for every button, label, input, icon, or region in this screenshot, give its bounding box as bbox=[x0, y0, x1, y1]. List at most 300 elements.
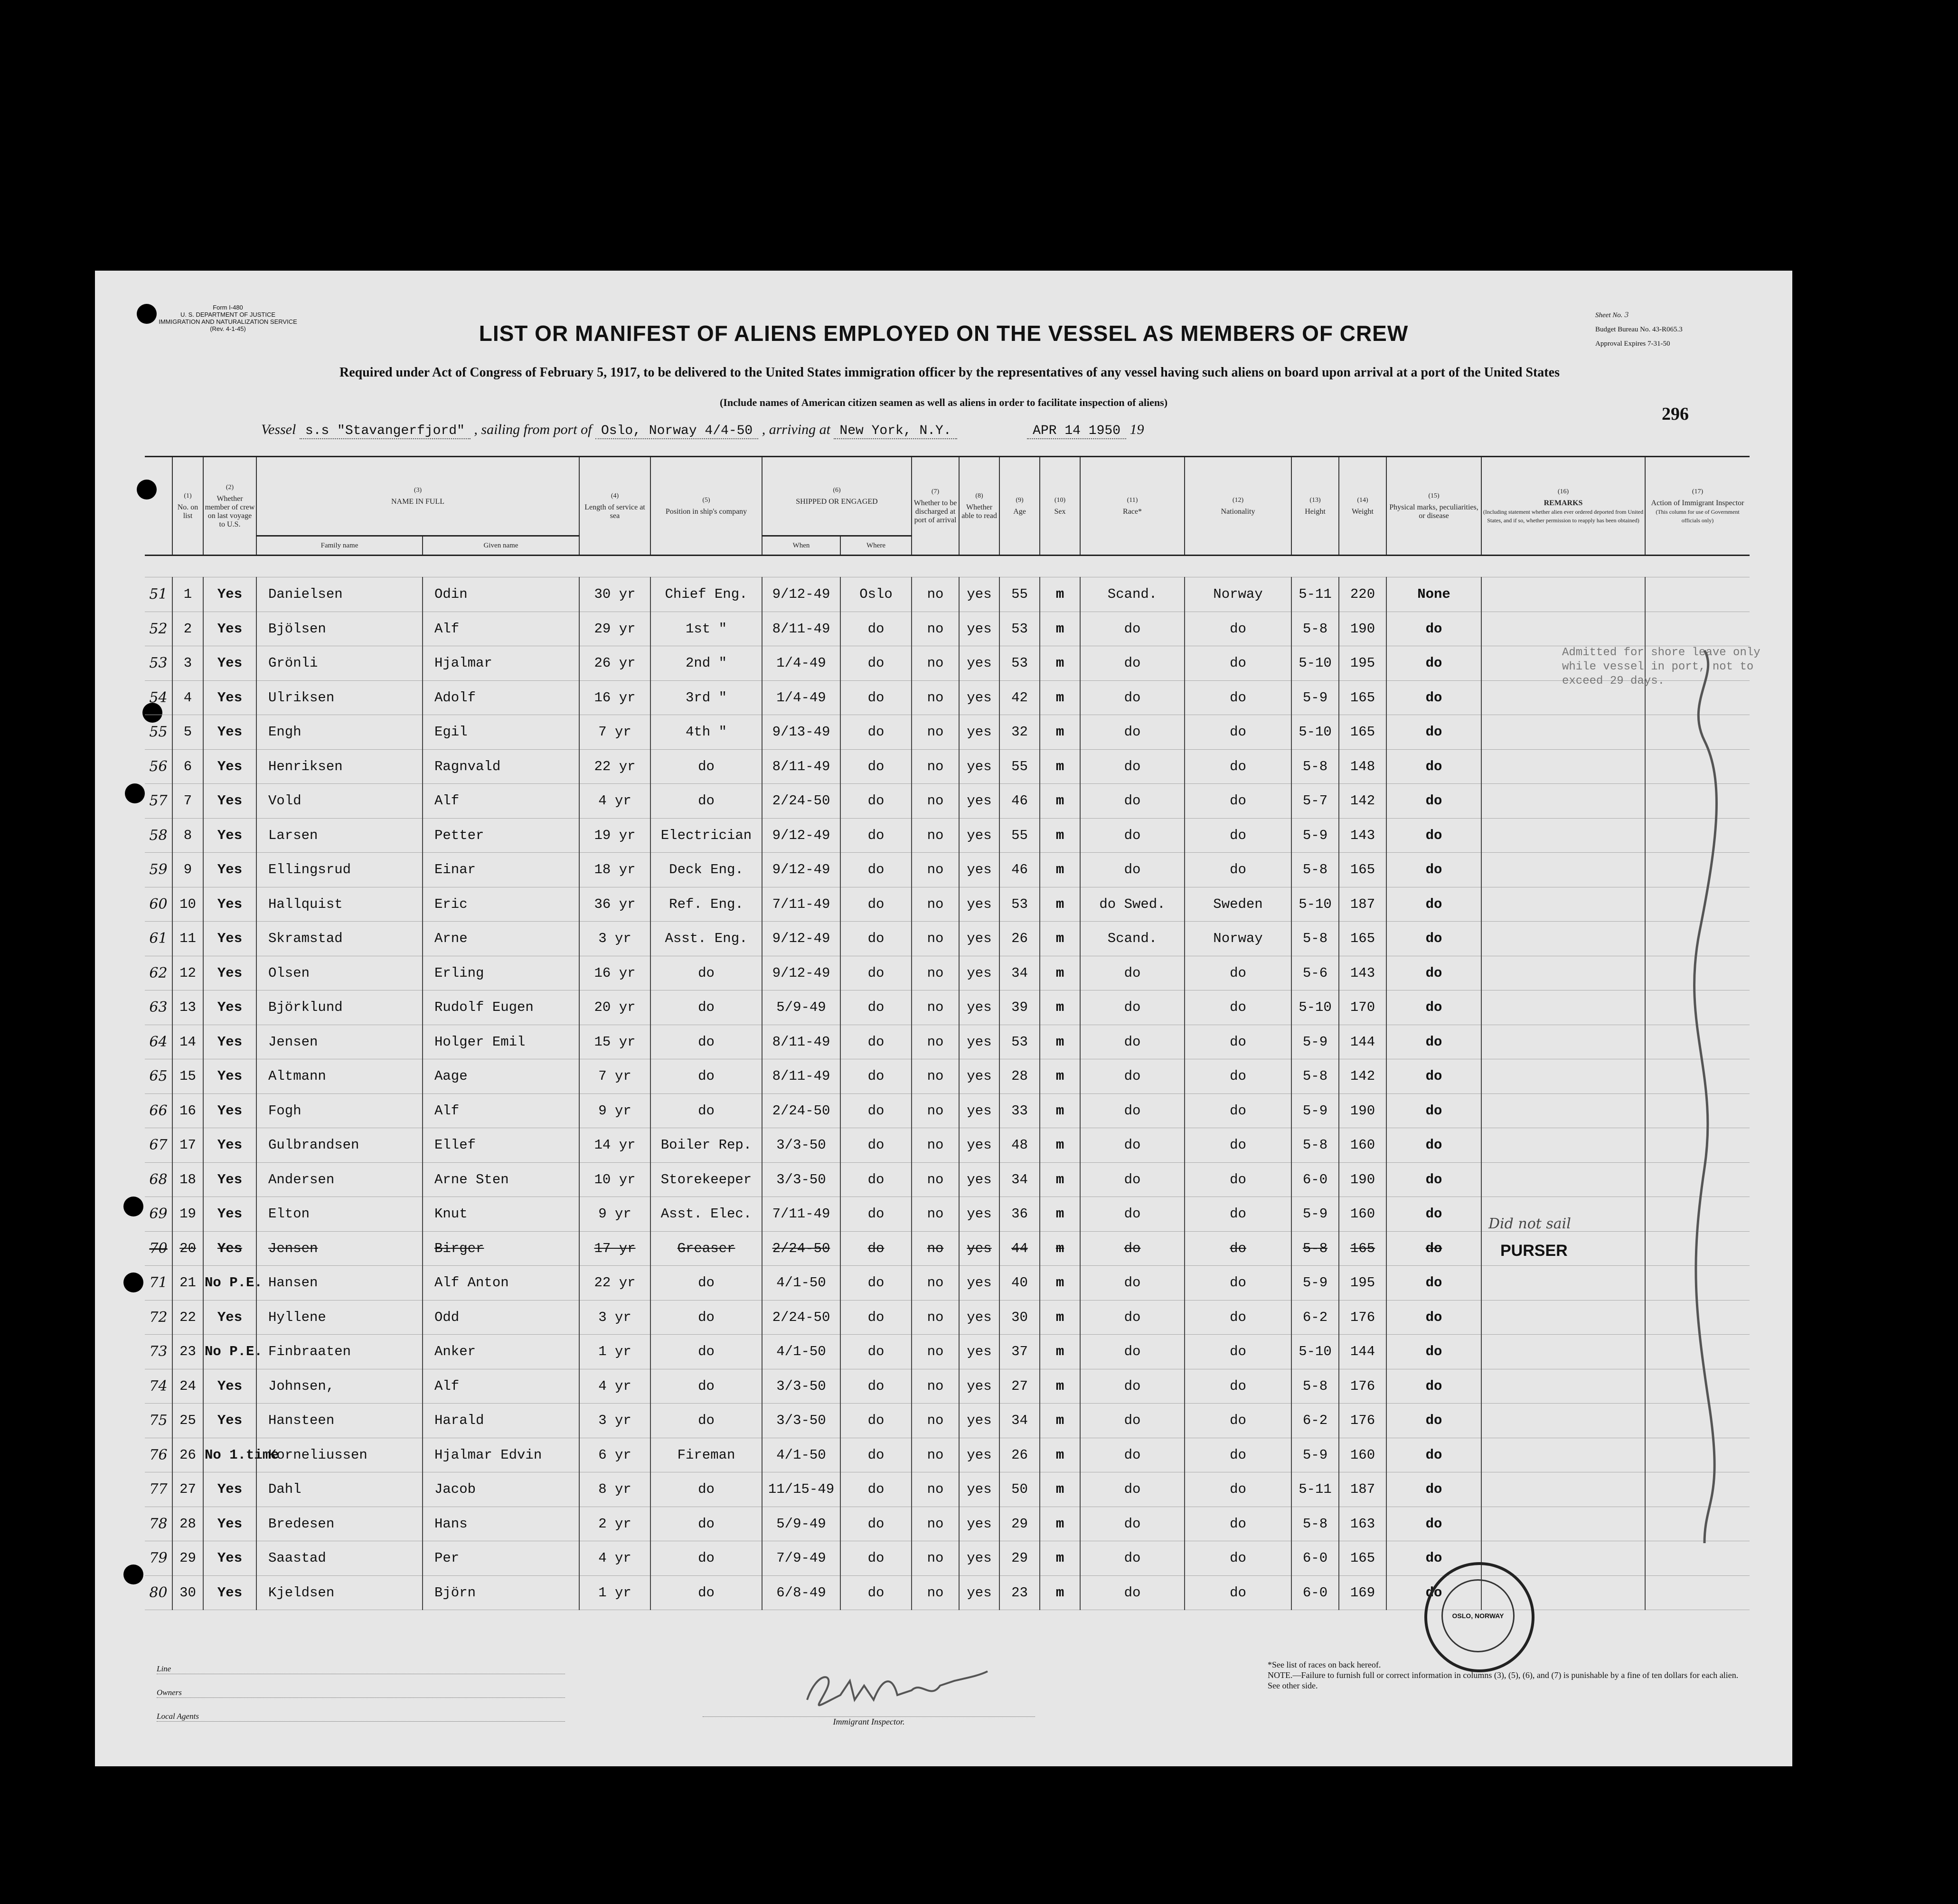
row-race: do bbox=[1080, 1231, 1185, 1266]
row-line-number: 69 bbox=[145, 1197, 172, 1232]
row-height: 5-8 bbox=[1291, 1231, 1339, 1266]
row-shipped-when: 9/12-49 bbox=[762, 922, 840, 956]
row-physical-marks: do bbox=[1386, 956, 1481, 990]
table-row bbox=[145, 922, 1750, 956]
row-line-number: 76 bbox=[145, 1438, 172, 1472]
row-nationality: do bbox=[1185, 1300, 1291, 1335]
row-crew-member: Yes bbox=[203, 784, 256, 819]
row-age: 37 bbox=[999, 1335, 1040, 1369]
row-position: Asst. Elec. bbox=[650, 1197, 762, 1232]
row-age: 36 bbox=[999, 1197, 1040, 1232]
row-physical-marks: None bbox=[1386, 577, 1481, 612]
row-weight: 187 bbox=[1339, 887, 1386, 922]
row-shipped-when: 7/9-49 bbox=[762, 1541, 840, 1576]
table-row bbox=[145, 1162, 1750, 1197]
row-discharged: no bbox=[912, 1575, 959, 1610]
row-crew-member: Yes bbox=[203, 818, 256, 853]
row-weight: 190 bbox=[1339, 1162, 1386, 1197]
row-family-name: Hansteen bbox=[256, 1404, 423, 1438]
row-shipped-where: do bbox=[840, 922, 912, 956]
row-line-number: 64 bbox=[145, 1025, 172, 1059]
row-age: 55 bbox=[999, 818, 1040, 853]
row-age: 50 bbox=[999, 1472, 1040, 1507]
row-physical-marks: do bbox=[1386, 818, 1481, 853]
row-shipped-where: do bbox=[840, 853, 912, 887]
row-family-name: Jensen bbox=[256, 1025, 423, 1059]
header-race: (11) Race* bbox=[1080, 457, 1185, 556]
row-family-name: Andersen bbox=[256, 1162, 423, 1197]
row-length-of-service: 8 yr bbox=[579, 1472, 650, 1507]
row-position: 1st " bbox=[650, 612, 762, 646]
row-height: 5-8 bbox=[1291, 853, 1339, 887]
row-crew-member: Yes bbox=[203, 1472, 256, 1507]
row-weight: 165 bbox=[1339, 922, 1386, 956]
row-family-name: Jensen bbox=[256, 1231, 423, 1266]
row-race: do bbox=[1080, 1162, 1185, 1197]
row-shipped-when: 5/9-49 bbox=[762, 990, 840, 1025]
arriving-label: , arriving at bbox=[762, 422, 830, 437]
row-list-number: 11 bbox=[172, 922, 203, 956]
row-able-to-read: yes bbox=[959, 990, 999, 1025]
row-age: 53 bbox=[999, 612, 1040, 646]
row-able-to-read: yes bbox=[959, 1197, 999, 1232]
row-nationality: do bbox=[1185, 646, 1291, 681]
header-height: (13) Height bbox=[1291, 457, 1339, 556]
row-able-to-read: yes bbox=[959, 1541, 999, 1576]
row-shipped-when: 4/1-50 bbox=[762, 1438, 840, 1472]
row-nationality: do bbox=[1185, 1369, 1291, 1404]
row-physical-marks: do bbox=[1386, 1575, 1481, 1610]
punch-hole bbox=[123, 1272, 143, 1292]
row-physical-marks: do bbox=[1386, 1404, 1481, 1438]
row-length-of-service: 4 yr bbox=[579, 784, 650, 819]
row-list-number: 16 bbox=[172, 1093, 203, 1128]
row-height: 5-8 bbox=[1291, 1059, 1339, 1094]
row-family-name: Engh bbox=[256, 715, 423, 750]
row-length-of-service: 3 yr bbox=[579, 1300, 650, 1335]
row-race: Scand. bbox=[1080, 577, 1185, 612]
row-crew-member: Yes bbox=[203, 646, 256, 681]
row-physical-marks: do bbox=[1386, 853, 1481, 887]
row-given-name: Harald bbox=[423, 1404, 579, 1438]
row-discharged: no bbox=[912, 1541, 959, 1576]
row-line-number: 60 bbox=[145, 887, 172, 922]
row-sex: m bbox=[1040, 887, 1080, 922]
row-list-number: 21 bbox=[172, 1266, 203, 1301]
row-line-number: 61 bbox=[145, 922, 172, 956]
row-remarks bbox=[1481, 612, 1645, 646]
form-department: U. S. DEPARTMENT OF JUSTICE bbox=[180, 311, 276, 318]
row-family-name: Larsen bbox=[256, 818, 423, 853]
row-position: do bbox=[650, 749, 762, 784]
row-discharged: no bbox=[912, 887, 959, 922]
row-race: do bbox=[1080, 818, 1185, 853]
page-title: LIST OR MANIFEST OF ALIENS EMPLOYED ON THE VESSEL AS MEMBERS OF CREW bbox=[479, 321, 1409, 346]
row-list-number: 27 bbox=[172, 1472, 203, 1507]
row-able-to-read: yes bbox=[959, 1059, 999, 1094]
row-family-name: Fogh bbox=[256, 1093, 423, 1128]
table-row bbox=[145, 1059, 1750, 1094]
row-age: 29 bbox=[999, 1507, 1040, 1541]
row-list-number: 10 bbox=[172, 887, 203, 922]
row-shipped-where: do bbox=[840, 1575, 912, 1610]
row-shipped-where: do bbox=[840, 1472, 912, 1507]
row-crew-member: Yes bbox=[203, 956, 256, 990]
row-shipped-when: 2/24-50 bbox=[762, 1093, 840, 1128]
row-height: 5-8 bbox=[1291, 922, 1339, 956]
row-sex: m bbox=[1040, 1128, 1080, 1163]
departure-port: Oslo, Norway 4/4-50 bbox=[595, 424, 758, 439]
row-position: do bbox=[650, 1472, 762, 1507]
row-sex: m bbox=[1040, 956, 1080, 990]
row-shipped-when: 1/4-49 bbox=[762, 646, 840, 681]
row-discharged: no bbox=[912, 1162, 959, 1197]
row-height: 5-8 bbox=[1291, 1369, 1339, 1404]
row-weight: 176 bbox=[1339, 1404, 1386, 1438]
table-row bbox=[145, 646, 1750, 681]
row-line-number: 71 bbox=[145, 1266, 172, 1301]
header-length-of-service: (4) Length of service at sea bbox=[579, 457, 650, 556]
row-position: do bbox=[650, 1575, 762, 1610]
row-able-to-read: yes bbox=[959, 887, 999, 922]
row-age: 32 bbox=[999, 715, 1040, 750]
row-given-name: Per bbox=[423, 1541, 579, 1576]
footnote-races: *See list of races on back hereof. bbox=[1268, 1660, 1381, 1669]
row-shipped-when: 6/8-49 bbox=[762, 1575, 840, 1610]
row-able-to-read: yes bbox=[959, 715, 999, 750]
row-nationality: do bbox=[1185, 1404, 1291, 1438]
row-physical-marks: do bbox=[1386, 1472, 1481, 1507]
sheet-info bbox=[1595, 308, 1738, 351]
row-sex: m bbox=[1040, 1093, 1080, 1128]
row-family-name: Korneliussen bbox=[256, 1438, 423, 1472]
row-able-to-read: yes bbox=[959, 1575, 999, 1610]
row-shipped-when: 8/11-49 bbox=[762, 749, 840, 784]
row-given-name: Anker bbox=[423, 1335, 579, 1369]
row-length-of-service: 19 yr bbox=[579, 818, 650, 853]
row-given-name: Jacob bbox=[423, 1472, 579, 1507]
row-list-number: 14 bbox=[172, 1025, 203, 1059]
row-weight: 144 bbox=[1339, 1025, 1386, 1059]
row-length-of-service: 9 yr bbox=[579, 1197, 650, 1232]
row-age: 34 bbox=[999, 1162, 1040, 1197]
row-nationality: do bbox=[1185, 715, 1291, 750]
row-position: do bbox=[650, 1093, 762, 1128]
crew-manifest-table bbox=[145, 456, 1750, 1610]
table-row bbox=[145, 1266, 1750, 1301]
punch-hole bbox=[123, 1565, 143, 1584]
row-family-name: Kjeldsen bbox=[256, 1575, 423, 1610]
row-line-number: 54 bbox=[145, 680, 172, 715]
row-age: 23 bbox=[999, 1575, 1040, 1610]
header-weight: (14) Weight bbox=[1339, 457, 1386, 556]
row-line-number: 66 bbox=[145, 1093, 172, 1128]
row-discharged: no bbox=[912, 646, 959, 681]
table-row bbox=[145, 784, 1750, 819]
row-age: 42 bbox=[999, 680, 1040, 715]
row-sex: m bbox=[1040, 1404, 1080, 1438]
row-position: Boiler Rep. bbox=[650, 1128, 762, 1163]
row-discharged: no bbox=[912, 680, 959, 715]
row-remarks bbox=[1481, 1300, 1645, 1335]
row-family-name: Johnsen, bbox=[256, 1369, 423, 1404]
row-able-to-read: yes bbox=[959, 1093, 999, 1128]
row-position: do bbox=[650, 1025, 762, 1059]
row-crew-member: Yes bbox=[203, 680, 256, 715]
row-height: 5-8 bbox=[1291, 749, 1339, 784]
row-sex: m bbox=[1040, 1472, 1080, 1507]
row-remarks bbox=[1481, 749, 1645, 784]
row-sex: m bbox=[1040, 818, 1080, 853]
row-race: do bbox=[1080, 680, 1185, 715]
row-line-number: 59 bbox=[145, 853, 172, 887]
table-row bbox=[145, 1472, 1750, 1507]
row-age: 28 bbox=[999, 1059, 1040, 1094]
table-row bbox=[145, 990, 1750, 1025]
row-length-of-service: 6 yr bbox=[579, 1438, 650, 1472]
remark-shore-leave: Admitted for shore leave only while vessel in port, not to exceed 29 days. bbox=[1562, 646, 1760, 688]
row-height: 5-8 bbox=[1291, 1507, 1339, 1541]
row-list-number: 26 bbox=[172, 1438, 203, 1472]
row-weight: 148 bbox=[1339, 749, 1386, 784]
row-length-of-service: 30 yr bbox=[579, 577, 650, 612]
row-position: Deck Eng. bbox=[650, 853, 762, 887]
row-nationality: do bbox=[1185, 1472, 1291, 1507]
row-able-to-read: yes bbox=[959, 1128, 999, 1163]
row-remarks bbox=[1481, 577, 1645, 612]
row-given-name: Rudolf Eugen bbox=[423, 990, 579, 1025]
row-height: 6-0 bbox=[1291, 1575, 1339, 1610]
row-height: 5-7 bbox=[1291, 784, 1339, 819]
row-length-of-service: 3 yr bbox=[579, 922, 650, 956]
row-position: Fireman bbox=[650, 1438, 762, 1472]
row-able-to-read: yes bbox=[959, 577, 999, 612]
row-crew-member: Yes bbox=[203, 1128, 256, 1163]
row-weight: 176 bbox=[1339, 1369, 1386, 1404]
row-family-name: Saastad bbox=[256, 1541, 423, 1576]
footer-owners-label: Owners bbox=[157, 1688, 565, 1698]
row-sex: m bbox=[1040, 784, 1080, 819]
vessel-line bbox=[261, 422, 1733, 438]
row-shipped-where: do bbox=[840, 1369, 912, 1404]
purser-stamp: PURSER bbox=[1500, 1242, 1568, 1260]
row-sex: m bbox=[1040, 749, 1080, 784]
row-race: do bbox=[1080, 1335, 1185, 1369]
row-discharged: no bbox=[912, 1128, 959, 1163]
header-inspector-action: (17) Action of Immigrant Inspector (This column for use of Government officials only) bbox=[1645, 457, 1750, 556]
arrival-port: New York, N.Y. bbox=[834, 424, 957, 439]
row-remarks bbox=[1481, 1335, 1645, 1369]
table-row bbox=[145, 1300, 1750, 1335]
row-family-name: Bjölsen bbox=[256, 612, 423, 646]
row-shipped-where: do bbox=[840, 1300, 912, 1335]
form-number: Form I-480 bbox=[213, 304, 243, 311]
row-family-name: Hallquist bbox=[256, 887, 423, 922]
row-remarks bbox=[1481, 887, 1645, 922]
row-remarks bbox=[1481, 1025, 1645, 1059]
inspector-label: Immigrant Inspector. bbox=[703, 1716, 1035, 1727]
row-remarks bbox=[1481, 1059, 1645, 1094]
row-discharged: no bbox=[912, 1300, 959, 1335]
row-weight: 165 bbox=[1339, 853, 1386, 887]
row-shipped-where: do bbox=[840, 1335, 912, 1369]
manifest-sheet bbox=[95, 271, 1792, 1766]
row-discharged: no bbox=[912, 1404, 959, 1438]
row-length-of-service: 1 yr bbox=[579, 1335, 650, 1369]
row-family-name: Björklund bbox=[256, 990, 423, 1025]
row-length-of-service: 4 yr bbox=[579, 1541, 650, 1576]
row-list-number: 24 bbox=[172, 1369, 203, 1404]
row-crew-member: Yes bbox=[203, 853, 256, 887]
row-length-of-service: 14 yr bbox=[579, 1128, 650, 1163]
punch-hole bbox=[123, 1197, 143, 1216]
row-list-number: 15 bbox=[172, 1059, 203, 1094]
row-physical-marks: do bbox=[1386, 1231, 1481, 1266]
row-physical-marks: do bbox=[1386, 887, 1481, 922]
row-physical-marks: do bbox=[1386, 646, 1481, 681]
row-position: do bbox=[650, 1335, 762, 1369]
table-row bbox=[145, 1128, 1750, 1163]
row-family-name: Ellingsrud bbox=[256, 853, 423, 887]
row-able-to-read: yes bbox=[959, 1404, 999, 1438]
row-height: 5-10 bbox=[1291, 1335, 1339, 1369]
row-shipped-when: 9/12-49 bbox=[762, 853, 840, 887]
row-list-number: 20 bbox=[172, 1231, 203, 1266]
row-family-name: Vold bbox=[256, 784, 423, 819]
row-remarks bbox=[1481, 715, 1645, 750]
row-discharged: no bbox=[912, 1231, 959, 1266]
row-given-name: Einar bbox=[423, 853, 579, 887]
row-shipped-where: do bbox=[840, 646, 912, 681]
row-given-name: Arne bbox=[423, 922, 579, 956]
arrival-date-stamp: APR 14 1950 bbox=[1027, 424, 1126, 439]
row-length-of-service: 16 yr bbox=[579, 956, 650, 990]
row-line-number: 74 bbox=[145, 1369, 172, 1404]
row-nationality: do bbox=[1185, 1438, 1291, 1472]
row-remarks bbox=[1481, 1507, 1645, 1541]
row-crew-member: Yes bbox=[203, 990, 256, 1025]
row-line-number: 77 bbox=[145, 1472, 172, 1507]
row-length-of-service: 36 yr bbox=[579, 887, 650, 922]
row-physical-marks: do bbox=[1386, 990, 1481, 1025]
row-age: 30 bbox=[999, 1300, 1040, 1335]
row-position: do bbox=[650, 1266, 762, 1301]
row-race: do bbox=[1080, 612, 1185, 646]
row-shipped-when: 9/13-49 bbox=[762, 715, 840, 750]
row-age: 33 bbox=[999, 1093, 1040, 1128]
row-height: 5-10 bbox=[1291, 887, 1339, 922]
row-family-name: Ulriksen bbox=[256, 680, 423, 715]
row-race: do bbox=[1080, 1059, 1185, 1094]
row-line-number: 80 bbox=[145, 1575, 172, 1610]
row-family-name: Hansen bbox=[256, 1266, 423, 1301]
row-discharged: no bbox=[912, 1197, 959, 1232]
row-age: 46 bbox=[999, 853, 1040, 887]
row-nationality: do bbox=[1185, 1231, 1291, 1266]
row-able-to-read: yes bbox=[959, 1438, 999, 1472]
row-inspector-action bbox=[1645, 1575, 1750, 1610]
row-discharged: no bbox=[912, 577, 959, 612]
row-remarks bbox=[1481, 784, 1645, 819]
row-age: 46 bbox=[999, 784, 1040, 819]
row-family-name: Elton bbox=[256, 1197, 423, 1232]
row-crew-member: No P.E. bbox=[203, 1266, 256, 1301]
row-given-name: Alf bbox=[423, 784, 579, 819]
row-shipped-when: 7/11-49 bbox=[762, 887, 840, 922]
row-position: do bbox=[650, 1507, 762, 1541]
row-height: 5-9 bbox=[1291, 1025, 1339, 1059]
row-race: do bbox=[1080, 990, 1185, 1025]
row-nationality: Norway bbox=[1185, 922, 1291, 956]
row-sex: m bbox=[1040, 646, 1080, 681]
row-crew-member: Yes bbox=[203, 749, 256, 784]
row-nationality: do bbox=[1185, 1266, 1291, 1301]
row-shipped-when: 2/24-50 bbox=[762, 1231, 840, 1266]
row-physical-marks: do bbox=[1386, 1541, 1481, 1576]
row-weight: 190 bbox=[1339, 1093, 1386, 1128]
row-length-of-service: 7 yr bbox=[579, 715, 650, 750]
row-race: do bbox=[1080, 1128, 1185, 1163]
row-physical-marks: do bbox=[1386, 1025, 1481, 1059]
row-able-to-read: yes bbox=[959, 784, 999, 819]
row-height: 5-8 bbox=[1291, 612, 1339, 646]
row-line-number: 65 bbox=[145, 1059, 172, 1094]
row-shipped-when: 3/3-50 bbox=[762, 1369, 840, 1404]
row-shipped-when: 9/12-49 bbox=[762, 818, 840, 853]
row-physical-marks: do bbox=[1386, 680, 1481, 715]
row-list-number: 19 bbox=[172, 1197, 203, 1232]
row-height: 5-11 bbox=[1291, 577, 1339, 612]
row-race: do bbox=[1080, 749, 1185, 784]
row-weight: 160 bbox=[1339, 1438, 1386, 1472]
row-shipped-when: 9/12-49 bbox=[762, 956, 840, 990]
row-height: 5-9 bbox=[1291, 1093, 1339, 1128]
row-given-name: Hans bbox=[423, 1507, 579, 1541]
row-remarks bbox=[1481, 1369, 1645, 1404]
row-discharged: no bbox=[912, 1266, 959, 1301]
row-list-number: 2 bbox=[172, 612, 203, 646]
row-weight: 165 bbox=[1339, 1231, 1386, 1266]
row-age: 34 bbox=[999, 1404, 1040, 1438]
row-line-number: 55 bbox=[145, 715, 172, 750]
header-physical-marks: (15) Physical marks, peculiarities, or disease bbox=[1386, 457, 1481, 556]
table-row bbox=[145, 1093, 1750, 1128]
row-weight: 220 bbox=[1339, 577, 1386, 612]
row-physical-marks: do bbox=[1386, 1093, 1481, 1128]
row-inspector-action bbox=[1645, 577, 1750, 612]
row-race: do bbox=[1080, 1404, 1185, 1438]
row-sex: m bbox=[1040, 1231, 1080, 1266]
row-sex: m bbox=[1040, 990, 1080, 1025]
row-physical-marks: do bbox=[1386, 1059, 1481, 1094]
row-shipped-when: 3/3-50 bbox=[762, 1128, 840, 1163]
budget-number: Budget Bureau No. 43-R065.3 bbox=[1595, 326, 1683, 333]
row-given-name: Hjalmar Edvin bbox=[423, 1438, 579, 1472]
row-discharged: no bbox=[912, 784, 959, 819]
row-race: do bbox=[1080, 1266, 1185, 1301]
row-crew-member: No 1.time bbox=[203, 1438, 256, 1472]
row-age: 26 bbox=[999, 922, 1040, 956]
row-nationality: do bbox=[1185, 1025, 1291, 1059]
row-position: Greaser bbox=[650, 1231, 762, 1266]
sheet-stamp-number: 296 bbox=[1662, 404, 1689, 424]
row-physical-marks: do bbox=[1386, 1197, 1481, 1232]
row-discharged: no bbox=[912, 818, 959, 853]
row-shipped-where: do bbox=[840, 1231, 912, 1266]
row-nationality: do bbox=[1185, 853, 1291, 887]
row-shipped-where: do bbox=[840, 956, 912, 990]
footer-agents-label: Local Agents bbox=[157, 1712, 565, 1722]
